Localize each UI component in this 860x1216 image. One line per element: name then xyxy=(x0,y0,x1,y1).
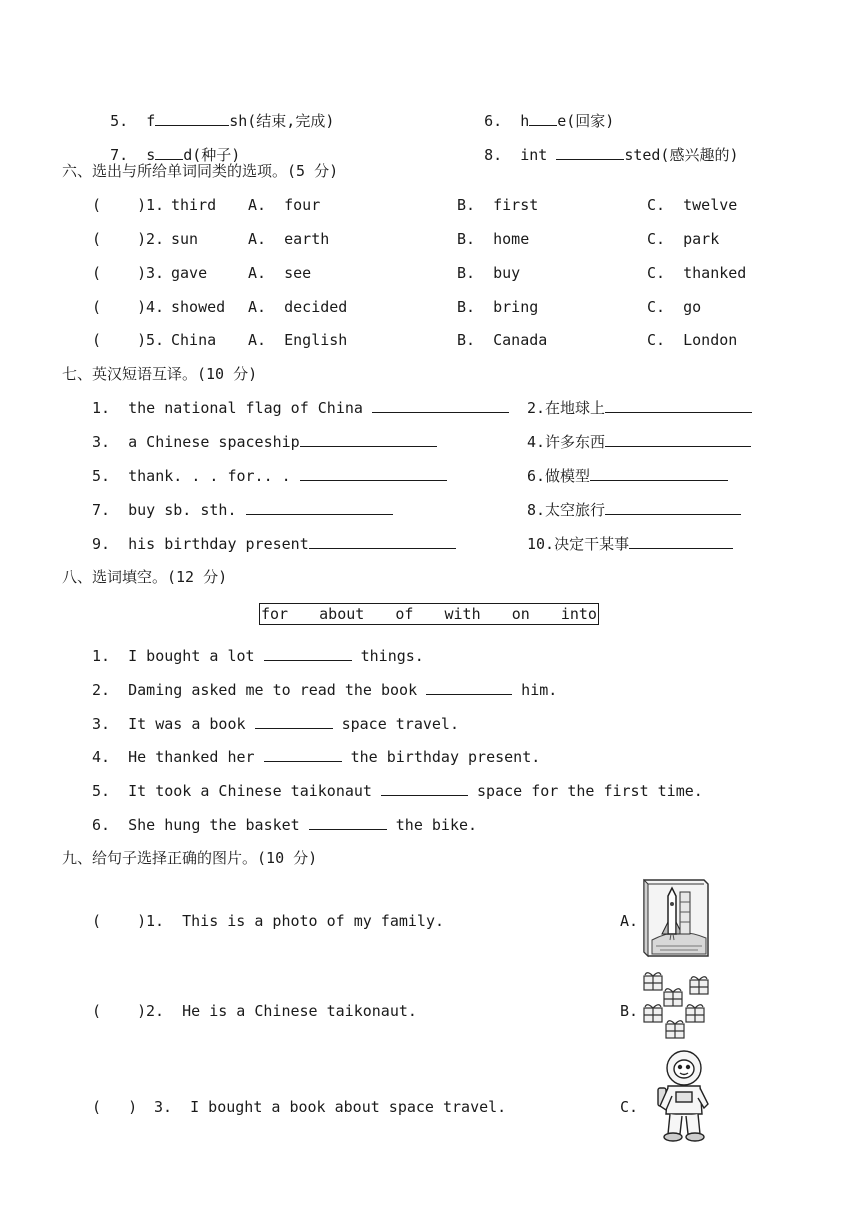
answer-blank[interactable] xyxy=(255,715,333,729)
answer-blank[interactable] xyxy=(426,681,512,695)
sentence-text: 2. He is a Chinese taikonaut. xyxy=(146,1002,417,1020)
gift-boxes-picture xyxy=(640,972,714,1046)
sentence-text: 1. This is a photo of my family. xyxy=(146,912,445,930)
answer-blank[interactable] xyxy=(300,433,437,447)
phrase-5: 5. thank. . . for.. . xyxy=(92,467,447,485)
answer-paren[interactable]: ( ) xyxy=(92,331,147,349)
option-label-b: B. xyxy=(620,1002,639,1020)
answer-paren[interactable]: ( ) xyxy=(92,230,147,248)
section-9-title: 九、给句子选择正确的图片。(10 分) xyxy=(62,849,318,867)
answer-blank[interactable] xyxy=(605,433,751,447)
word-bank-item: for xyxy=(261,605,289,623)
answer-blank[interactable] xyxy=(381,782,468,796)
fill-item-5: 5. f sh(结束,完成) xyxy=(110,112,335,130)
given-word: showed xyxy=(171,298,226,316)
phrase-7: 7. buy sb. sth. xyxy=(92,501,393,519)
option-a: A. decided xyxy=(248,298,348,316)
cloze-sentence-2: 2. Daming asked me to read the book him. xyxy=(92,681,558,699)
word-bank-item: about xyxy=(319,605,365,623)
answer-paren[interactable]: ( ) xyxy=(92,264,147,282)
answer-paren[interactable]: ( ) xyxy=(92,196,147,214)
answer-blank[interactable] xyxy=(309,816,387,830)
option-b: B. Canada xyxy=(457,331,548,349)
answer-paren[interactable]: ( ) xyxy=(92,1002,147,1020)
given-word: China xyxy=(171,331,217,349)
word-bank-item: on xyxy=(511,605,530,623)
phrase-6: 6.做模型 xyxy=(527,467,728,485)
word-bank xyxy=(259,603,599,625)
answer-blank[interactable] xyxy=(300,467,447,481)
cloze-sentence-3: 3. It was a book space travel. xyxy=(92,715,459,733)
sentence-text: 3. I bought a book about space travel. xyxy=(154,1098,507,1116)
answer-blank[interactable] xyxy=(529,112,557,126)
option-a: A. earth xyxy=(248,230,330,248)
answer-blank[interactable] xyxy=(556,146,624,160)
answer-paren[interactable]: ( ) xyxy=(92,298,147,316)
option-label-a: A. xyxy=(620,912,639,930)
answer-blank[interactable] xyxy=(264,748,342,762)
option-b: B. home xyxy=(457,230,530,248)
fill-item-7: 7. s d(种子) xyxy=(110,146,241,164)
option-b: B. buy xyxy=(457,264,521,282)
answer-blank[interactable] xyxy=(309,535,456,549)
word-bank-item: into xyxy=(560,605,597,623)
answer-blank[interactable] xyxy=(590,467,728,481)
space-book-picture xyxy=(638,876,714,960)
answer-blank[interactable] xyxy=(246,501,393,515)
option-a: A. English xyxy=(248,331,348,349)
section-8-title: 八、选词填空。(12 分) xyxy=(62,568,228,586)
question-number: 4. xyxy=(146,298,165,316)
phrase-3: 3. a Chinese spaceship xyxy=(92,433,437,451)
answer-blank[interactable] xyxy=(605,399,752,413)
option-a: A. four xyxy=(248,196,321,214)
option-label-c: C. xyxy=(620,1098,639,1116)
phrase-8: 8.太空旅行 xyxy=(527,501,741,519)
section-7-title: 七、英汉短语互译。(10 分) xyxy=(62,365,258,383)
question-number: 2. xyxy=(146,230,165,248)
given-word: gave xyxy=(171,264,208,282)
option-c: C. twelve xyxy=(647,196,738,214)
question-number: 1. xyxy=(146,196,165,214)
cloze-sentence-4: 4. He thanked her the birthday present. xyxy=(92,748,541,766)
answer-paren[interactable]: ( ) xyxy=(92,912,147,930)
cloze-sentence-6: 6. She hung the basket the bike. xyxy=(92,816,478,834)
option-c: C. go xyxy=(647,298,702,316)
given-word: third xyxy=(171,196,217,214)
option-c: C. London xyxy=(647,331,738,349)
phrase-4: 4.许多东西 xyxy=(527,433,751,451)
question-number: 3. xyxy=(146,264,165,282)
answer-blank[interactable] xyxy=(155,112,229,126)
word-bank-item: of xyxy=(395,605,414,623)
section-6-title: 六、选出与所给单词同类的选项。(5 分) xyxy=(62,162,339,180)
given-word: sun xyxy=(171,230,199,248)
question-number: 5. xyxy=(146,331,165,349)
phrase-10: 10.决定干某事 xyxy=(527,535,733,553)
phrase-9: 9. his birthday present xyxy=(92,535,456,553)
answer-blank[interactable] xyxy=(155,146,183,160)
fill-item-8: 8. int sted(感兴趣的) xyxy=(484,146,739,164)
option-c: C. thanked xyxy=(647,264,747,282)
taikonaut-picture xyxy=(654,1048,714,1144)
option-a: A. see xyxy=(248,264,312,282)
word-bank-item: with xyxy=(444,605,481,623)
option-b: B. bring xyxy=(457,298,539,316)
phrase-1: 1. the national flag of China xyxy=(92,399,509,417)
option-c: C. park xyxy=(647,230,720,248)
answer-blank[interactable] xyxy=(605,501,741,515)
cloze-sentence-5: 5. It took a Chinese taikonaut space for the first time. xyxy=(92,782,703,800)
answer-blank[interactable] xyxy=(629,535,733,549)
fill-item-6: 6. h e(回家) xyxy=(484,112,615,130)
option-b: B. first xyxy=(457,196,539,214)
cloze-sentence-1: 1. I bought a lot things. xyxy=(92,647,424,665)
answer-paren[interactable]: ( ) xyxy=(92,1098,138,1116)
phrase-2: 2.在地球上 xyxy=(527,399,752,417)
answer-blank[interactable] xyxy=(372,399,509,413)
answer-blank[interactable] xyxy=(264,647,352,661)
